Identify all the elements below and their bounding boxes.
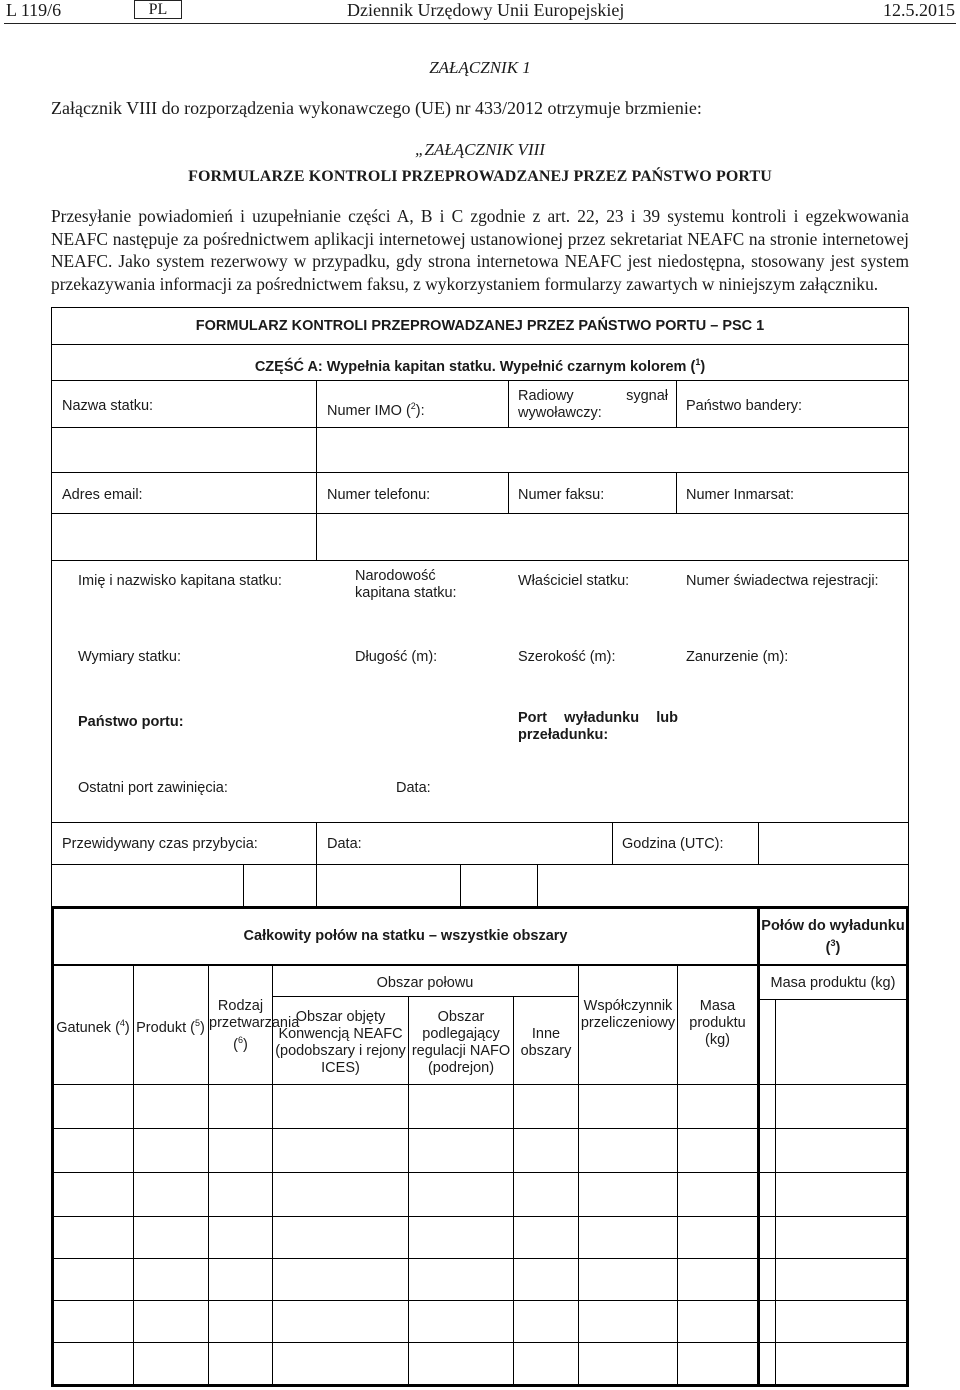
form-border [537,864,538,907]
catch-table-border [51,1216,909,1217]
catch-table-border [760,999,908,1000]
processing-header: Rodzaj przetwarzania ($^6$) [209,998,300,1053]
draught-label: Zanurzenie (m): [686,649,789,665]
phone-label: Numer telefonu: [327,487,431,503]
form-border [908,307,909,907]
form-border [51,513,909,514]
product-mass-header: Masa produktu (kg) [689,998,746,1048]
flag-state-label: Państwo bandery: [686,398,803,414]
catch-to-land-header: Połów do wyładunku ($^3$) [761,918,905,956]
catch-table-border [51,1128,909,1129]
form-border [316,380,317,560]
form-border [51,822,909,823]
imo-number-label: Numer IMO ($^2$): [327,401,425,419]
dimensions-label: Wymiary statku: [78,649,181,665]
species-header: Gatunek ($^4$) [56,1018,130,1036]
form-border [508,473,509,513]
form-border [51,380,909,381]
page-reference: L 119/6 [6,0,62,20]
annex-label: ZAŁĄCZNIK 1 [429,58,531,77]
last-port-date-label: Data: [396,780,431,796]
fax-label: Numer faksu: [518,487,605,503]
eta-label: Przewidywany czas przybycia: [62,836,258,852]
form-border [51,307,52,907]
intro-text: Załącznik VIII do rozporządzenia wykonawczego (UE) nr 433/2012 otrzymuje brzmienie: [51,98,702,118]
other-areas-header: Inne obszary [520,1026,572,1059]
form-border [758,822,759,864]
landing-port-label: Port wyładunku lub przeładunku: [518,710,678,743]
email-label: Adres email: [62,487,143,503]
form-border [51,864,909,865]
catch-table-border [906,906,909,1387]
form-border [508,380,509,427]
form-border [51,472,909,473]
annex-viii-label: „ZAŁĄCZNIK VIII [415,140,545,159]
catch-table-border [51,906,54,1387]
master-nationality-label: Narodowość kapitana statku: [355,568,457,601]
eta-date-label: Data: [327,836,362,852]
forms-title: FORMULARZE KONTROLI PRZEPROWADZANEJ PRZEZ PAŃSTWO PORTU [188,168,772,185]
vessel-name-label: Nazwa statku: [62,398,154,414]
form-border [51,344,909,345]
form-border [316,822,317,907]
form-title: FORMULARZ KONTROLI PRZEPROWADZANEJ PRZEZ PAŃSTWO PORTU – PSC 1 [195,318,765,334]
conversion-factor-header: Współczynnik przeliczeniowy [580,998,676,1031]
form-border [460,864,461,907]
catch-table-border [272,996,578,997]
form-border [51,427,909,428]
catch-table-border [51,1172,909,1173]
journal-title: Dziennik Urzędowy Unii Europejskiej [347,0,625,20]
form-border [51,307,909,308]
length-label: Długość (m): [355,649,438,665]
instructions-paragraph: Przesyłanie powiadomień i uzupełnianie części A, B i C zgodnie z art. 22, 23 i 39 systemu kontroli i egzekwowania NEAFC następuje za pośrednictwem aplikacji internetowej ustanowionej przez sekretariat NEAFC na stronie internetowej NEAFC. Jako system rezerwowy w przypadku, gdy strona internetowa NEAFC jest niedostępna, stosowany jest system przekazywania informacji za pośrednictwem faksu, z wykorzystaniem formularzy zawartych w niniejszym załączniku. [51,206,909,294]
part-a-header: CZĘŚĆ A: Wypełnia kapitan statku. Wypełnić czarnym kolorem ($^1$) [254,357,706,375]
neafc-area-header: Obszar objęty Konwencją NEAFC (podobszary i rejony ICES) [275,1009,406,1076]
catch-table-border [51,1384,909,1387]
form-border [51,560,909,561]
catch-table-border [51,1258,909,1259]
form-border [676,473,677,513]
fishing-area-header: Obszar połowu [376,975,474,991]
catch-table-border [51,906,909,909]
catch-table-border [51,1300,909,1301]
master-name-label: Imię i nazwisko kapitana statku: [78,573,282,589]
inmarsat-label: Numer Inmarsat: [686,487,794,503]
product-mass-header-right: Masa produktu (kg) [770,975,896,991]
publication-date: 12.5.2015 [883,0,955,20]
catch-table-border [51,1084,909,1085]
form-border [676,380,677,427]
nafo-area-header: Obszar podlegający regulacji NAFO (podrejon) [411,1009,511,1076]
product-header: Produkt ($^5$) [136,1018,205,1036]
catch-table-border [775,999,776,1385]
port-state-label: Państwo portu: [78,714,184,730]
owner-label: Właściciel statku: [518,573,630,589]
last-port-label: Ostatni port zawinięcia: [78,780,228,796]
radio-call-sign-label: Radiowy sygnał wywoławczy: [518,388,668,421]
registration-certificate-label: Numer świadectwa rejestracji: [686,573,879,589]
form-border [243,864,244,907]
language-badge: PL [134,0,182,19]
catch-table-border [51,964,909,966]
form-border [612,822,613,864]
beam-label: Szerokość (m): [518,649,616,665]
catch-table-border [51,1342,909,1343]
total-catch-header: Całkowity połów na statku – wszystkie obszary [243,928,568,944]
eta-time-label: Godzina (UTC): [622,836,724,852]
